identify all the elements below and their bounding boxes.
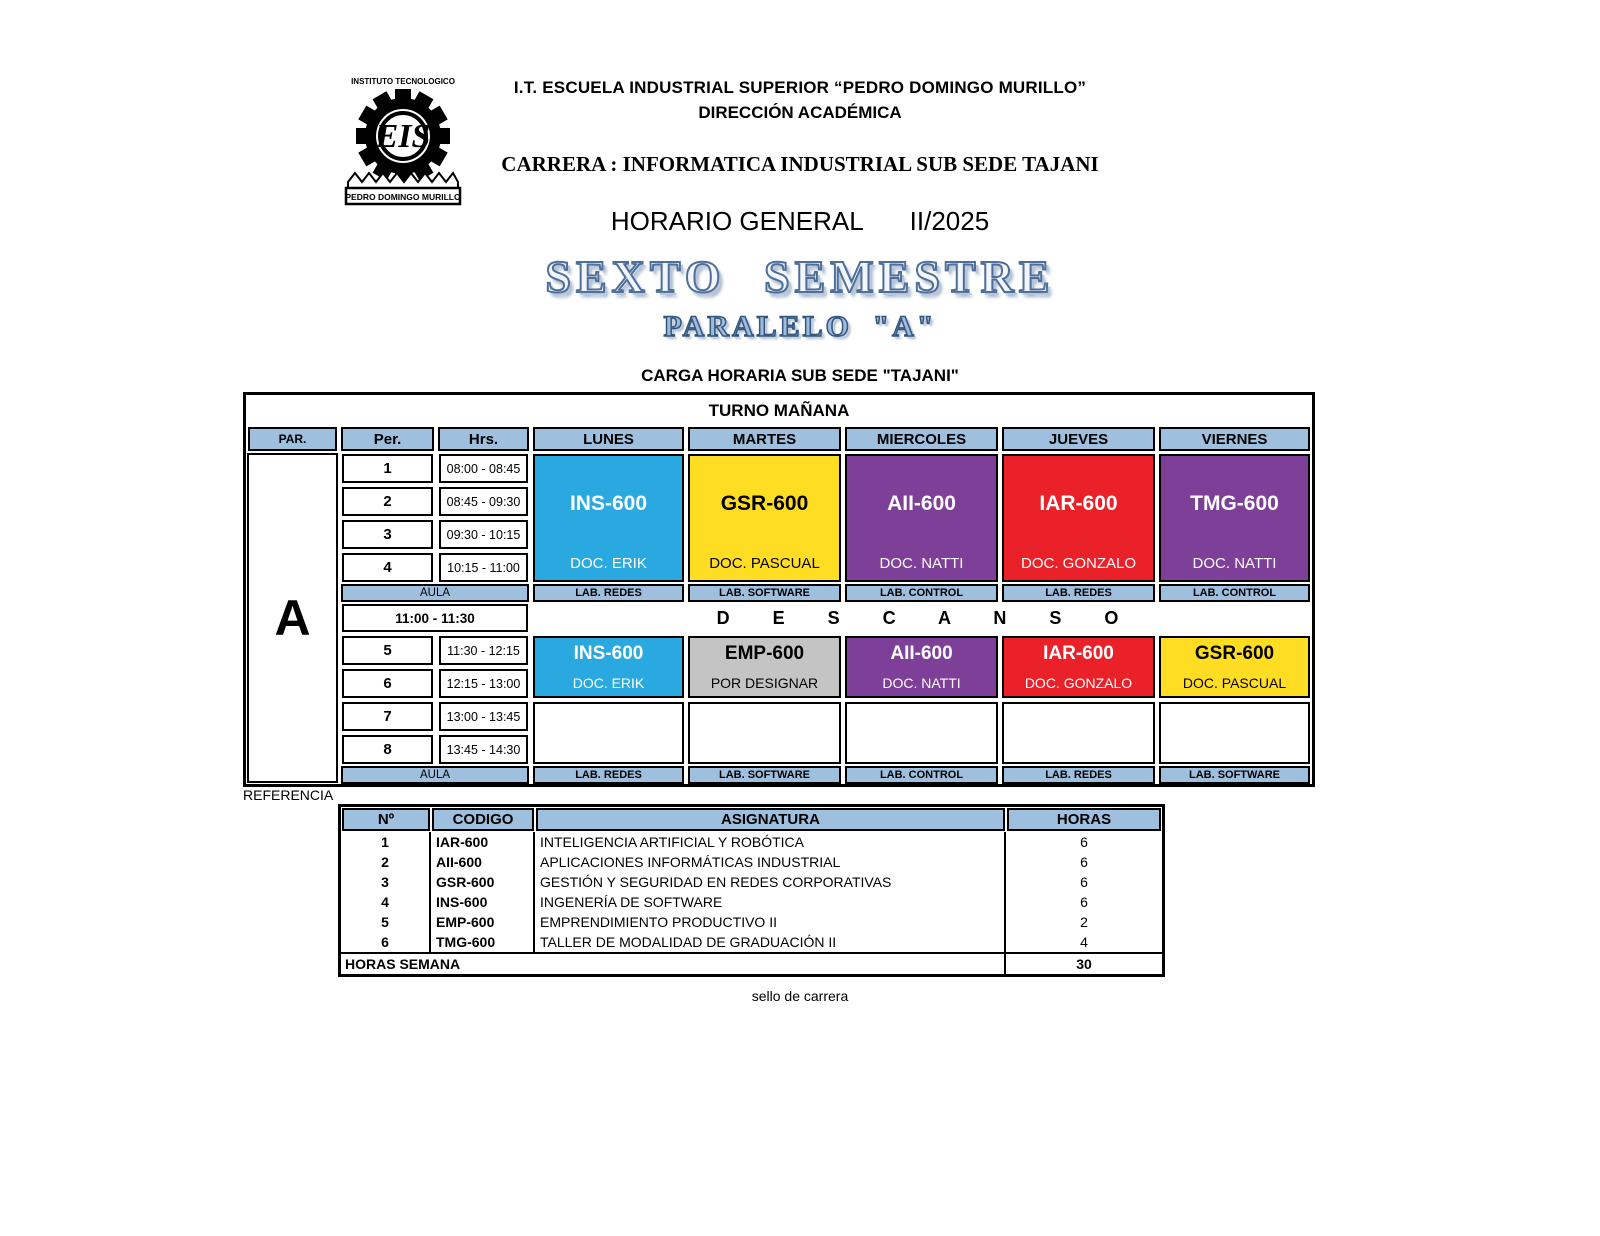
subject-code: GSR-600 [1194, 643, 1275, 664]
reference-row [341, 832, 1162, 852]
col-header-jueves: JUEVES [1002, 427, 1155, 451]
reference-row [341, 872, 1162, 892]
empty-cell-lunes [533, 702, 684, 764]
aula-viernes-morning: LAB. CONTROL [1159, 584, 1310, 602]
reference-row [341, 912, 1162, 932]
subject-code: TMG-600 [1190, 492, 1279, 515]
aula-miercoles-morning: LAB. CONTROL [845, 584, 998, 602]
subject-code: GSR-600 [720, 492, 809, 515]
subject-code: INS-600 [573, 643, 644, 664]
subject-teacher: DOC. NATTI [879, 555, 964, 572]
subject-code: IAR-600 [1039, 492, 1118, 515]
svg-text:PEDRO DOMINGO MURILLO: PEDRO DOMINGO MURILLO [345, 192, 461, 202]
ref-codigo: GSR-600 [431, 872, 535, 892]
subject-teacher: DOC. ERIK [572, 675, 645, 691]
ref-n: 4 [341, 892, 431, 912]
aula-jueves-afternoon: LAB. REDES [1002, 766, 1155, 784]
subject-code: EMP-600 [724, 643, 805, 664]
col-header-viernes: VIERNES [1159, 427, 1310, 451]
ref-asignatura: GESTIÓN Y SEGURIDAD EN REDES CORPORATIVAS [535, 872, 1006, 892]
subject-block-jueves-morning [1002, 454, 1155, 582]
horario-label: HORARIO GENERAL [610, 206, 864, 236]
col-header-lunes: LUNES [533, 427, 684, 451]
empty-cell-miercoles [845, 702, 998, 764]
aula-miercoles-afternoon: LAB. CONTROL [845, 766, 998, 784]
aula-jueves-morning: LAB. REDES [1002, 584, 1155, 602]
total-hours: 30 [1076, 956, 1092, 972]
svg-text:INSTITUTO TECNOLOGICO: INSTITUTO TECNOLOGICO [351, 77, 455, 86]
subject-teacher: DOC. PASCUAL [709, 555, 820, 572]
aula-label: AULA [341, 766, 529, 784]
col-header-hrs: Hrs. [438, 427, 529, 451]
period-number: 5 [342, 636, 433, 665]
period-number: 8 [342, 735, 433, 764]
col-header-per: Per. [341, 427, 434, 451]
carga-horaria-title: CARGA HORARIA SUB SEDE "TAJANI" [641, 366, 959, 385]
ref-horas: 4 [1080, 934, 1088, 950]
subject-block-jueves-afternoon [1002, 636, 1155, 698]
ref-asignatura: INTELIGENCIA ARTIFICIAL Y ROBÓTICA [535, 832, 1006, 852]
subject-block-viernes-morning [1159, 454, 1310, 582]
subject-block-miercoles-morning [845, 454, 998, 582]
subject-block-lunes-morning [533, 454, 684, 582]
institution-name: I.T. ESCUELA INDUSTRIAL SUPERIOR “PEDRO DOMINGO MURILLO” [513, 78, 1087, 97]
ref-n: 5 [341, 912, 431, 932]
ref-n: 2 [341, 852, 431, 872]
subject-teacher: DOC. NATTI [1192, 555, 1277, 572]
period-time: 10:15 - 11:00 [439, 553, 528, 582]
horario-general-title [400, 206, 1200, 237]
subject-block-martes-afternoon [688, 636, 841, 698]
ref-codigo: INS-600 [431, 892, 535, 912]
subject-block-martes-morning [688, 454, 841, 582]
period-time: 08:00 - 08:45 [439, 454, 528, 483]
reference-header-row [341, 807, 1162, 832]
ref-codigo: IAR-600 [431, 832, 535, 852]
period-time: 09:30 - 10:15 [439, 520, 528, 549]
referencia-label: REFERENCIA [243, 787, 334, 803]
ref-asignatura: INGENERÍA DE SOFTWARE [535, 892, 1006, 912]
ref-col-n: Nº [342, 808, 430, 831]
ref-col-asignatura: ASIGNATURA [536, 808, 1005, 831]
aula-martes-morning: LAB. SOFTWARE [688, 584, 841, 602]
ref-n: 1 [341, 832, 431, 852]
period-time: 12:15 - 13:00 [439, 669, 528, 698]
ref-horas: 2 [1080, 914, 1088, 930]
period-number: 2 [342, 487, 433, 516]
ref-codigo: EMP-600 [431, 912, 535, 932]
semestre-title: SEXTO SEMESTRE [545, 251, 1055, 302]
aula-viernes-afternoon: LAB. SOFTWARE [1159, 766, 1310, 784]
aula-lunes-afternoon: LAB. REDES [533, 766, 684, 784]
period-number: 3 [342, 520, 433, 549]
turno-header: TURNO MAÑANA [708, 400, 850, 420]
ref-asignatura: APLICACIONES INFORMÁTICAS INDUSTRIAL [535, 852, 1006, 872]
ref-col-codigo: CODIGO [432, 808, 534, 831]
ref-horas: 6 [1080, 874, 1088, 890]
empty-cell-jueves [1002, 702, 1155, 764]
aula-label: AULA [341, 584, 529, 602]
descanso-time: 11:00 - 11:30 [342, 604, 528, 632]
aula-lunes-morning: LAB. REDES [533, 584, 684, 602]
schedule-table [243, 392, 1315, 787]
ref-codigo: AII-600 [431, 852, 535, 872]
ref-horas: 6 [1080, 854, 1088, 870]
empty-cell-martes [688, 702, 841, 764]
reference-row [341, 892, 1162, 912]
subject-teacher: DOC. PASCUAL [1182, 675, 1287, 691]
col-header-miercoles: MIERCOLES [845, 427, 998, 451]
ref-asignatura: TALLER DE MODALIDAD DE GRADUACIÓN II [535, 932, 1006, 952]
ref-horas: 6 [1080, 894, 1088, 910]
periodo-label: II/2025 [909, 206, 990, 236]
svg-text:EIS: EIS [375, 118, 431, 155]
paralelo-letter: A [247, 453, 338, 783]
period-number: 6 [342, 669, 433, 698]
subject-block-lunes-afternoon [533, 636, 684, 698]
ref-horas: 6 [1080, 834, 1088, 850]
total-label: HORAS SEMANA [341, 954, 1006, 974]
subject-block-viernes-afternoon [1159, 636, 1310, 698]
period-number: 4 [342, 553, 433, 582]
direccion-academica: DIRECCIÓN ACADÉMICA [698, 103, 902, 122]
reference-row [341, 932, 1162, 952]
subject-teacher: DOC. NATTI [882, 675, 961, 691]
period-time: 13:45 - 14:30 [439, 735, 528, 764]
subject-code: AII-600 [890, 643, 953, 664]
reference-row [341, 852, 1162, 872]
schedule-grid [246, 426, 1312, 784]
ref-n: 6 [341, 932, 431, 952]
period-time: 11:30 - 12:15 [439, 636, 528, 665]
empty-cell-viernes [1159, 702, 1310, 764]
ref-col-horas: HORAS [1007, 808, 1161, 831]
period-number: 1 [342, 454, 433, 483]
subject-code: IAR-600 [1043, 643, 1114, 664]
subject-code: INS-600 [569, 492, 648, 515]
subject-code: AII-600 [887, 492, 956, 515]
subject-teacher: DOC. ERIK [570, 555, 647, 572]
reference-total-row [341, 952, 1162, 974]
period-time: 13:00 - 13:45 [439, 702, 528, 731]
descanso-label: D E S C A N S O [716, 607, 1127, 628]
period-time: 08:45 - 09:30 [439, 487, 528, 516]
col-header-par: PAR. [248, 427, 337, 451]
reference-table [338, 804, 1165, 977]
ref-asignatura: EMPRENDIMIENTO PRODUCTIVO II [535, 912, 1006, 932]
ref-n: 3 [341, 872, 431, 892]
subject-teacher: DOC. GONZALO [1020, 555, 1136, 572]
sello-de-carrera: sello de carrera [751, 988, 849, 1004]
period-number: 7 [342, 702, 433, 731]
subject-block-miercoles-afternoon [845, 636, 998, 698]
carrera-title: CARRERA : INFORMATICA INDUSTRIAL SUB SEDE TAJANI [501, 152, 1099, 176]
subject-teacher: DOC. GONZALO [1024, 675, 1133, 691]
aula-martes-afternoon: LAB. SOFTWARE [688, 766, 841, 784]
subject-teacher: POR DESIGNAR [710, 675, 819, 691]
paralelo-title: PARALELO "A" [663, 310, 937, 343]
col-header-martes: MARTES [688, 427, 841, 451]
ref-codigo: TMG-600 [431, 932, 535, 952]
